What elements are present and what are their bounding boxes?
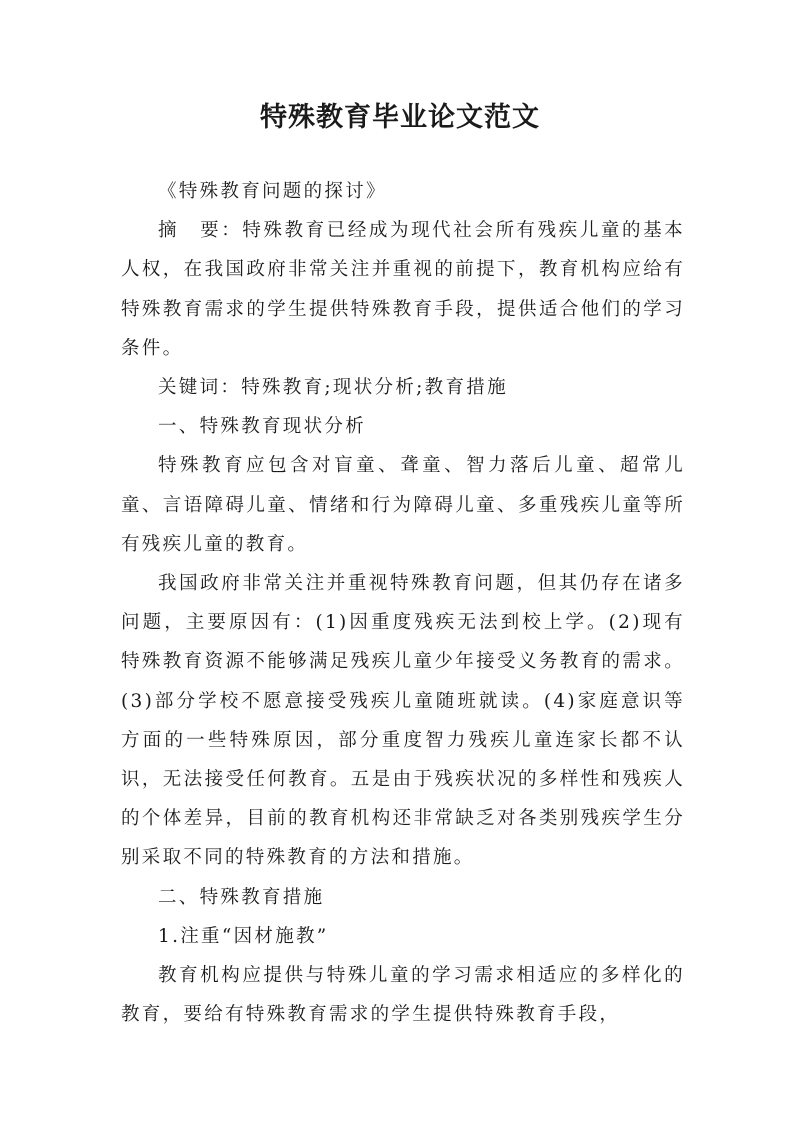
- document-title: 特殊教育毕业论文范文: [260, 102, 540, 133]
- body-paragraph: 教育机构应提供与特殊儿童的学习需求相适应的多样化的教育，要给有特殊教育需求的学生提供特殊教育手段，: [121, 965, 685, 1026]
- body-paragraph: 特殊教育应包含对盲童、聋童、智力落后儿童、超常儿童、言语障碍儿童、情绪和行为障碍儿童、多重残疾儿童等所有残疾儿童的教育。: [121, 455, 685, 555]
- body-paragraph: 我国政府非常关注并重视特殊教育问题，但其仍存在诸多问题，主要原因有：(1)因重度残疾无法到校上学。(2)现有特殊教育资源不能够满足残疾儿童少年接受义务教育的需求。(3)部分学校不愿意接受残疾儿童随班就读。(4)家庭意识等方面的一些特殊原因，部分重度智力残疾儿童连家长都不认识，无法接受任何教育。五是由于残疾状况的多样性和残疾人的个体差异，目前的教育机构还非常缺乏对各类别残疾学生分别采取不同的特殊教育的方法和措施。: [121, 573, 685, 869]
- subsection-heading-1: 1.注重“因材施教”: [158, 925, 329, 947]
- keywords-line: 关键词：特殊教育;现状分析;教育措施: [158, 377, 508, 399]
- document-body: [121, 172, 685, 1034]
- paper-subtitle: 《特殊教育问题的探讨》: [158, 181, 387, 202]
- section-heading-1: 一、特殊教育现状分析: [158, 416, 367, 438]
- section-heading-2: 二、特殊教育措施: [158, 886, 325, 908]
- abstract-paragraph: 摘 要：特殊教育已经成为现代社会所有残疾儿童的基本人权，在我国政府非常关注并重视的前提下，教育机构应给有特殊教育需求的学生提供特殊教育手段，提供适合他们的学习条件。: [121, 220, 685, 359]
